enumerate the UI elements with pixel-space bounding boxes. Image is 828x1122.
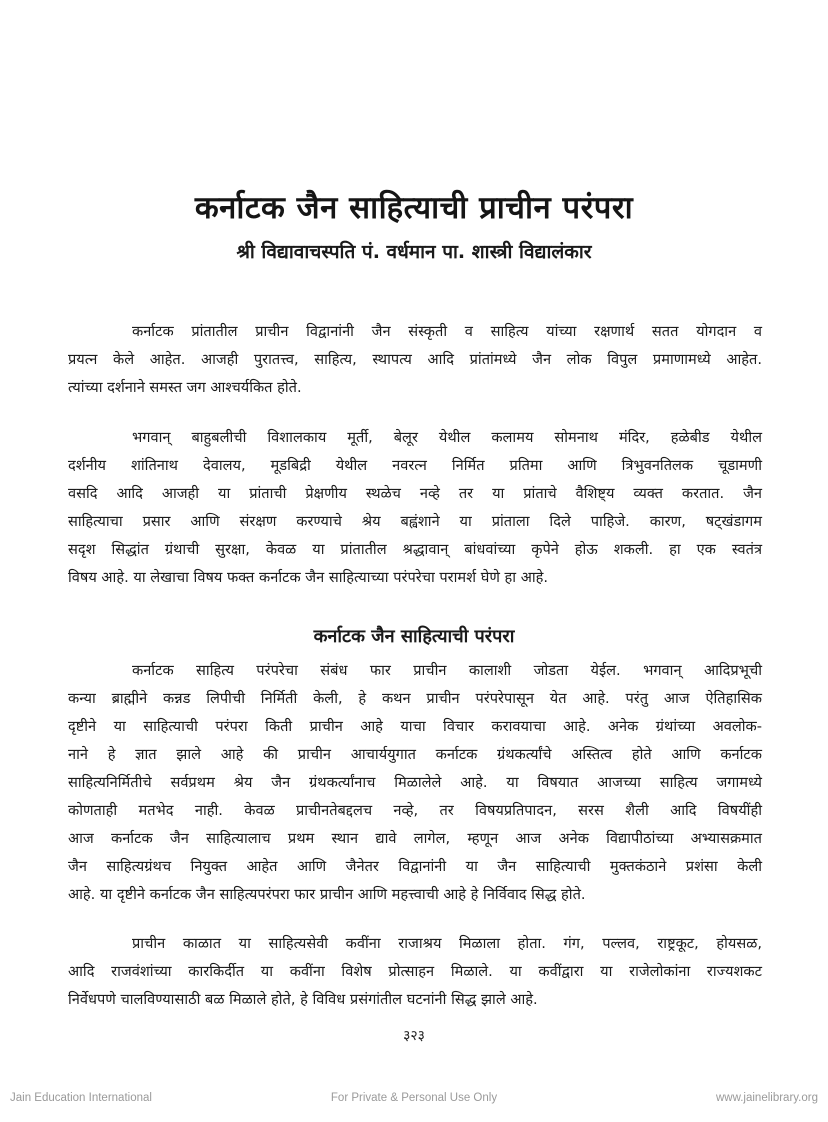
text-line: साहित्याचा प्रसार आणि संरक्षण करण्याचे श्रेय बह्वंशाने या प्रांताला दिले पाहिजे. कारण, षट्खंडागम [68,513,762,530]
paragraph-intro-1 [68,318,762,402]
footer-website-link[interactable]: www.jainelibrary.org [715,1092,818,1104]
text-line: आज कर्नाटक जैन साहित्यालाच प्रथम स्थान द्यावे लागेल, म्हणून आज अनेक विद्यापीठांच्या अभ्यासक्रमात [68,830,762,847]
footer-usage-note: For Private & Personal Use Only [330,1092,498,1104]
page-number: ३२३ [403,1028,425,1044]
paragraph-section-1 [68,657,762,909]
text-line: आदि राजवंशांच्या कारकिर्दीत या कवींना विशेष प्रोत्साहन मिळाले. या कवींद्वारा या राजेलोकांना राज्यशकट [68,963,762,980]
text-line: दृष्टीने या साहित्याची परंपरा किती प्राचीन आहे याचा विचार करावयाचा आहे. अनेक ग्रंथांच्या अवलोक- [68,718,762,735]
text-line: कोणताही मतभेद नाही. केवळ प्राचीनतेबद्दलच नव्हे, तर विषयप्रतिपादन, सरस शैली आदि विषयींही [68,802,762,819]
text-line: निर्वेधपणे चालविण्यासाठी बळ मिळाले होते, हे विविध प्रसंगांतील घटनांनी सिद्ध झाले आहे. [68,991,538,1008]
paragraph-section-2 [68,930,762,1014]
text-line: कर्नाटक साहित्य परंपरेचा संबंध फार प्राचीन कालाशी जोडता येईल. भगवान् आदिप्रभूची [132,662,762,679]
paragraph-intro-2 [68,424,762,592]
section-heading: कर्नाटक जैन साहित्याची परंपरा [313,626,515,647]
text-line: कन्या ब्राह्मीने कन्नड लिपीची निर्मिती केली, हे कथन प्राचीन परंपरेपासून येत आहे. परंतु आज ऐतिहासिक [68,690,762,707]
text-line: विषय आहे. या लेखाचा विषय फक्त कर्नाटक जैन साहित्याच्या परंपरेचा परामर्श घेणे हा आहे. [68,569,549,586]
author-line: श्री विद्यावाचस्पति पं. वर्धमान पा. शास्त्री विद्यालंकार [236,241,592,263]
text-line: प्रयत्न केले आहेत. आजही पुरातत्त्व, साहित्य, स्थापत्य आदि प्रांतांमध्ये जैन लोक विपुल प्रमाणामध्ये आहेत. [68,351,762,368]
footer-publisher: Jain Education International [10,1092,152,1104]
text-line: सदृश सिद्धांत ग्रंथाची सुरक्षा, केवळ या प्रांतातील श्रद्धावान् बांधवांच्या कृपेने होऊ शकली. हा एक स्वतंत्र [68,541,762,558]
page-title: कर्नाटक जैन साहित्याची प्राचीन परंपरा [194,190,634,226]
text-line: साहित्यनिर्मितीचे सर्वप्रथम श्रेय जैन ग्रंथकर्त्यांनाच मिळालेले आहे. या विषयात आजच्या साहित्य जगामध्ये [68,774,762,791]
text-line: नाने हे ज्ञात झाले आहे की प्राचीन आचार्ययुगात कर्नाटक ग्रंथकर्त्यांचे अस्तित्व होते आणि कर्नाटक [68,746,762,763]
text-line: आहे. या दृष्टीने कर्नाटक जैन साहित्यपरंपरा फार प्राचीन आणि महत्त्वाची आहे हे निर्विवाद सिद्ध होते. [68,886,586,903]
text-line: दर्शनीय शांतिनाथ देवालय, मूडबिद्री येथील नवरत्न निर्मित प्रतिमा आणि त्रिभुवनतिलक चूडामणी [68,457,762,474]
text-line: प्राचीन काळात या साहित्यसेवी कवींना राजाश्रय मिळाला होता. गंग, पल्लव, राष्ट्रकूट, होयसळ, [132,935,762,952]
text-line: कर्नाटक प्रांतातील प्राचीन विद्वानांनी जैन संस्कृती व साहित्य यांच्या रक्षणार्थ सतत योगदान व [132,323,762,340]
text-line: त्यांच्या दर्शनाने समस्त जग आश्चर्यकित होते. [68,379,302,396]
text-line: भगवान् बाहुबलीची विशालकाय मूर्ती, बेलूर येथील कलामय सोमनाथ मंदिर, हळेबीड येथील [132,429,762,446]
text-line: वसदि आदि आजही या प्रांताची प्रेक्षणीय स्थळेच नव्हे तर या प्रांताचे वैशिष्ट्य व्यक्त करतात. जैन [68,485,762,502]
text-line: जैन साहित्यग्रंथच नियुक्त आहेत आणि जैनेतर विद्वानांनी या जैन साहित्याची मुक्तकंठाने प्रशंसा केली [68,858,762,875]
